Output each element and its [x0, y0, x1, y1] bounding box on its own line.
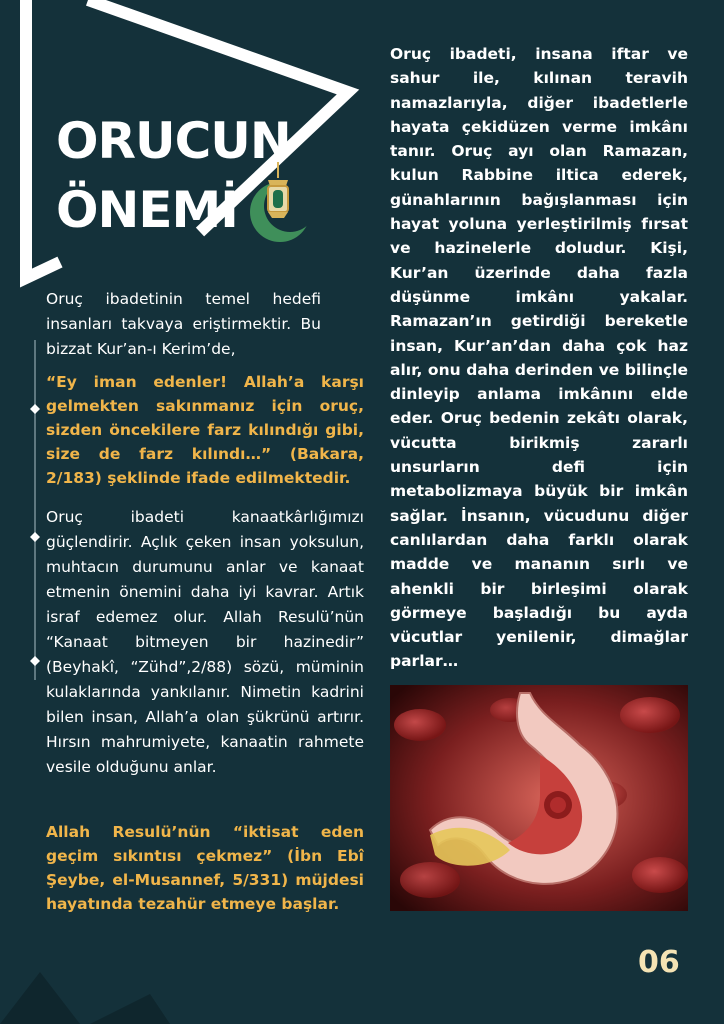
diamond-icon — [30, 532, 40, 542]
quran-quote: “Ey iman edenler! Allah’a karşı gelmekten sakınmanız için oruç, sizden öncekilere farz kılındığı gibi, size de farz kılındı…” (Bakara, 2/183) şeklinde ifade edilmektedir. — [46, 373, 364, 487]
diamond-icon — [30, 656, 40, 666]
title-line-2: ÖNEMİ — [56, 181, 238, 239]
page-number: 06 — [638, 945, 680, 980]
diamond-icon — [30, 404, 40, 414]
decorative-line — [34, 340, 36, 680]
corner-decoration — [0, 954, 200, 1024]
intro-text: Oruç ibadetinin temel hedefi insanları takvaya eriştirmektir. Bu bizzat Kur’an-ı Kerim’de, — [46, 290, 321, 358]
hadith-quote: Allah Resulü’nün “iktisat eden geçim sıkıntısı çekmez” (İbn Ebî Şeybe, el-Musannef, 5/331) müjdesi hayatında tezahür etmeye başlar. — [46, 823, 364, 913]
right-column-text: Oruç ibadeti, insana iftar ve sahur ile, kılınan teravih namazlarıyla, diğer ibadetlerle hayata çekidüzen verme imkânı tanır. Oruç ayı olan Ramazan, kulun Rabbine iltica ederek, günahlarının bağışlanması için hayat yoluna yerleştirilmiş fırsat ve hazinelerle doludur. Kişi, Kur’an üzerinde daha fazla düşünme imkânı yakalar. Ramazan’ın getirdiği bereketle insan, Kur’an’dan daha çok haz alır, onu daha derinden ve bilinçle dinleyip anlama imkânını elde eder. Oruç bedenin zekâtı olarak, vücutta birikmiş zararlı unsurların defi için metabolizmaya büyük bir imkân sağlar. İnsanın, vücudunu diğer canlılardan daha farklı olarak madde ve mananın sırlı ve ahenkli bir birleşimi olarak görmeye başladığı bu ayda vücutlar yenilenir, dimağlar parlar… — [390, 45, 688, 671]
title-line-1: ORUCUN — [56, 112, 291, 170]
contentment-paragraph: Oruç ibadeti kanaatkârlığımızı güçlendirir. Açlık çeken insan yoksulun, muhtacın durumunu anlar ve kanaat etmenin önemini daha iyi kavrar. Artık israf edemez olur. Allah Resulü’nün “Kanaat bitmeyen bir hazinedir” (Beyhakî, “Zühd”,2/88) sözü, müminin kulaklarında yankılanır. Nimetin kadrini bilen insan, Allah’a olan şükrünü artırır. Hırsın mahrumiyete, kanaatin rahmete vesile olduğunu anlar. — [46, 508, 364, 776]
crescent-lantern-icon — [244, 160, 324, 250]
stomach-illustration — [390, 685, 688, 911]
